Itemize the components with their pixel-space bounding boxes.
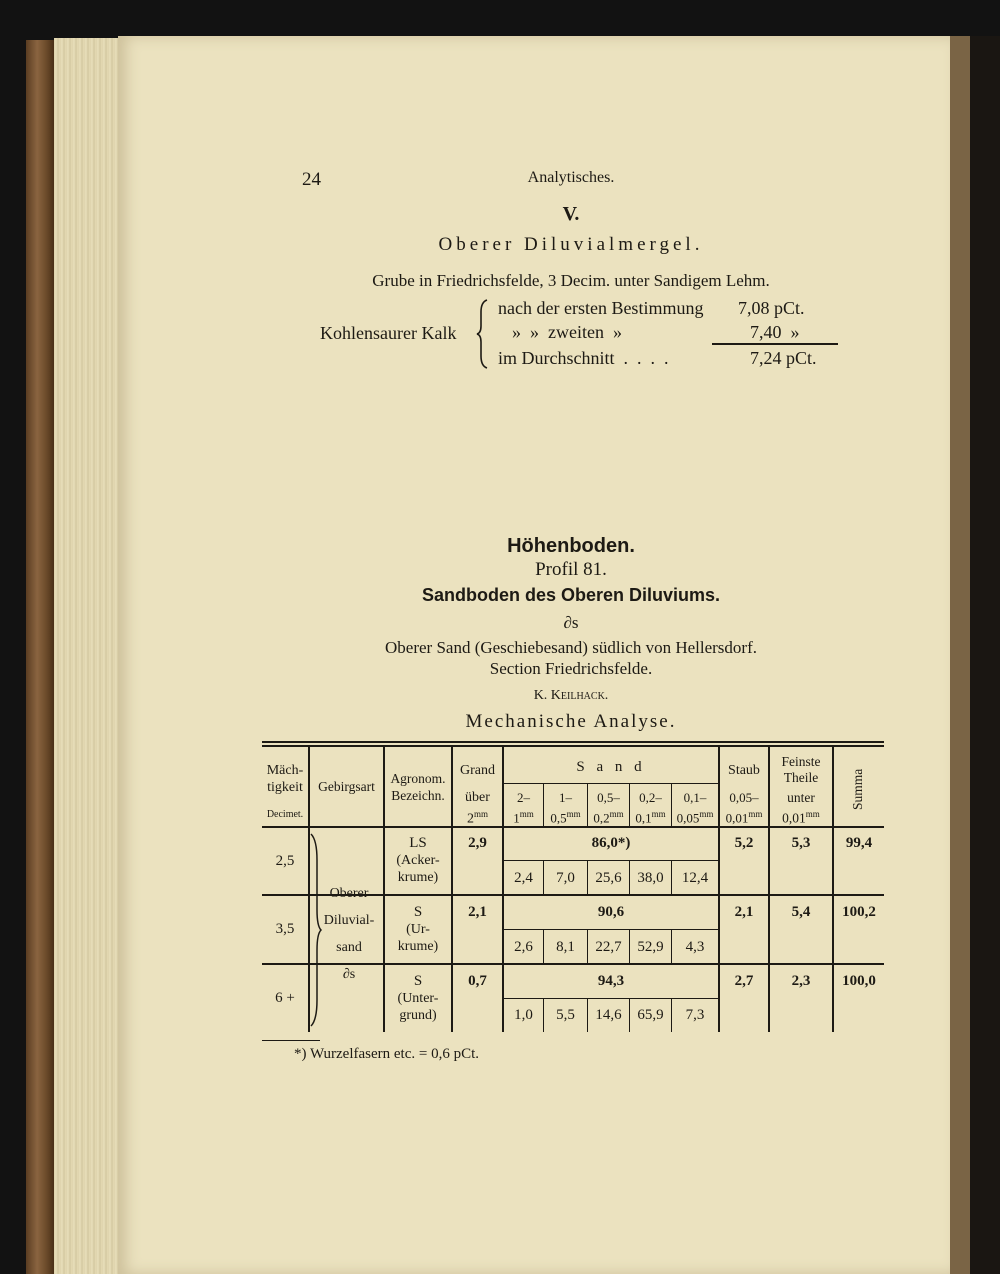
hdr-summa: Summa (850, 768, 865, 810)
grand: 2,1 (468, 904, 487, 920)
depth: 3,5 (275, 921, 295, 937)
page-number: 24 (302, 169, 321, 190)
sand-total: 90,6 (597, 904, 625, 920)
profile-author: K. Keilhack. (533, 688, 609, 703)
hdr-feinste: Feinste Theile unter $0,01^{mm}$ (781, 754, 821, 826)
analysis-title: Mechanische Analyse. (465, 711, 677, 732)
profile-number: Profil 81. (535, 559, 607, 580)
footnote: *) Wurzelfasern etc. = 0,6 pCt. (294, 1046, 480, 1062)
sand-part: 38,0 (637, 870, 664, 886)
profile-description: Oberer Sand (Geschiebesand) südlich von Hellersdorf. (385, 638, 757, 657)
hdr-gebirgsart: Gebirgsart (318, 779, 375, 794)
grand: 0,7 (468, 973, 487, 989)
sand-part: 52,9 (637, 939, 664, 955)
feinste: 5,4 (791, 904, 811, 920)
kalk-row-1-text: nach der ersten Bestimmung (498, 298, 704, 318)
sand-part: 4,3 (685, 939, 705, 955)
gebirgsart-group: Oberer Diluvial- sand ∂s (323, 886, 375, 982)
sand-part: 25,6 (595, 870, 622, 886)
staub: 5,2 (734, 835, 754, 851)
sand-part: 12,4 (681, 870, 709, 886)
running-head: Analytisches. (527, 169, 615, 186)
profile-section: Section Friedrichsfelde. (489, 659, 653, 678)
sum-rule (712, 343, 838, 345)
summa: 100,0 (842, 973, 876, 989)
kalk-row-2-text: » » zweiten » (512, 322, 622, 342)
sand-part: 14,6 (595, 1007, 622, 1023)
hdr-staub: Staub 0,05– $0,01^{mm}$ (725, 763, 763, 826)
staub: 2,7 (734, 973, 754, 989)
profile-heading: Höhenboden. (507, 535, 635, 557)
hdr-sand-05-02: 0,5– $0,2^{mm}$ (593, 790, 624, 826)
background-right (970, 36, 1000, 1274)
section-subtitle: Grube in Friedrichsfelde, 3 Decim. unter Sandigem Lehm. (372, 271, 770, 290)
sand-part: 5,5 (556, 1007, 575, 1023)
agronom: S (Ur- krume) (397, 904, 439, 954)
hdr-sand-01-005: 0,1– $0,05^{mm}$ (676, 790, 714, 826)
hdr-grand: Grand über $2^{mm}$ (460, 763, 495, 827)
feinste: 5,3 (791, 835, 811, 851)
sand-total: 94,3 (597, 973, 625, 989)
feinste: 2,3 (791, 973, 811, 989)
sand-part: 7,3 (685, 1007, 705, 1023)
sand-total: 86,0*) (591, 835, 631, 851)
book-spine (26, 40, 54, 1274)
sand-part: 2,6 (514, 939, 533, 955)
section-numeral: V. (562, 203, 580, 225)
profile-title: Sandboden des Oberen Diluviums. (421, 585, 721, 605)
staub: 2,1 (734, 904, 754, 920)
agronom: S (Unter- grund) (397, 973, 439, 1023)
kalk-row-1-value: 7,08 pCt. (738, 298, 805, 318)
summa: 100,2 (842, 904, 876, 920)
sand-part: 7,0 (556, 870, 575, 886)
hdr-maechtigkeit: Mäch- tigkeit Decimet. (266, 763, 304, 820)
section-title: Oberer Diluvialmergel. (438, 234, 704, 255)
hdr-sand: S a n d (576, 759, 646, 775)
page-edges (54, 38, 126, 1274)
kalk-label: Kohlensaurer Kalk (320, 323, 457, 343)
brace (476, 298, 492, 370)
sand-part: 2,4 (514, 870, 533, 886)
grand: 2,9 (468, 835, 487, 851)
depth: 2,5 (275, 853, 295, 869)
depth: 6 + (275, 990, 295, 1006)
sand-part: 65,9 (637, 1007, 664, 1023)
sand-part: 1,0 (514, 1007, 533, 1023)
hdr-agronom: Agronom. Bezeichn. (390, 771, 446, 803)
kalk-row-3-text: im Durchschnitt . . . . (498, 348, 669, 368)
hdr-sand-1-05: 1– $0,5^{mm}$ (550, 790, 581, 826)
kalk-row-2-value: 7,40 » (750, 322, 800, 342)
hdr-sand-02-01: 0,2– $0,1^{mm}$ (635, 790, 666, 826)
page-right-edge (950, 36, 970, 1274)
footnote-rule (262, 1040, 320, 1041)
sand-part: 8,1 (556, 939, 575, 955)
profile-symbol: ∂s (563, 613, 579, 632)
hdr-sand-2-1: 2– $1^{mm}$ (513, 790, 534, 826)
agronom: LS (Acker- krume) (396, 835, 440, 885)
summa: 99,4 (845, 835, 873, 851)
sand-part: 22,7 (595, 939, 622, 955)
kalk-row-3-value: 7,24 pCt. (750, 348, 817, 368)
